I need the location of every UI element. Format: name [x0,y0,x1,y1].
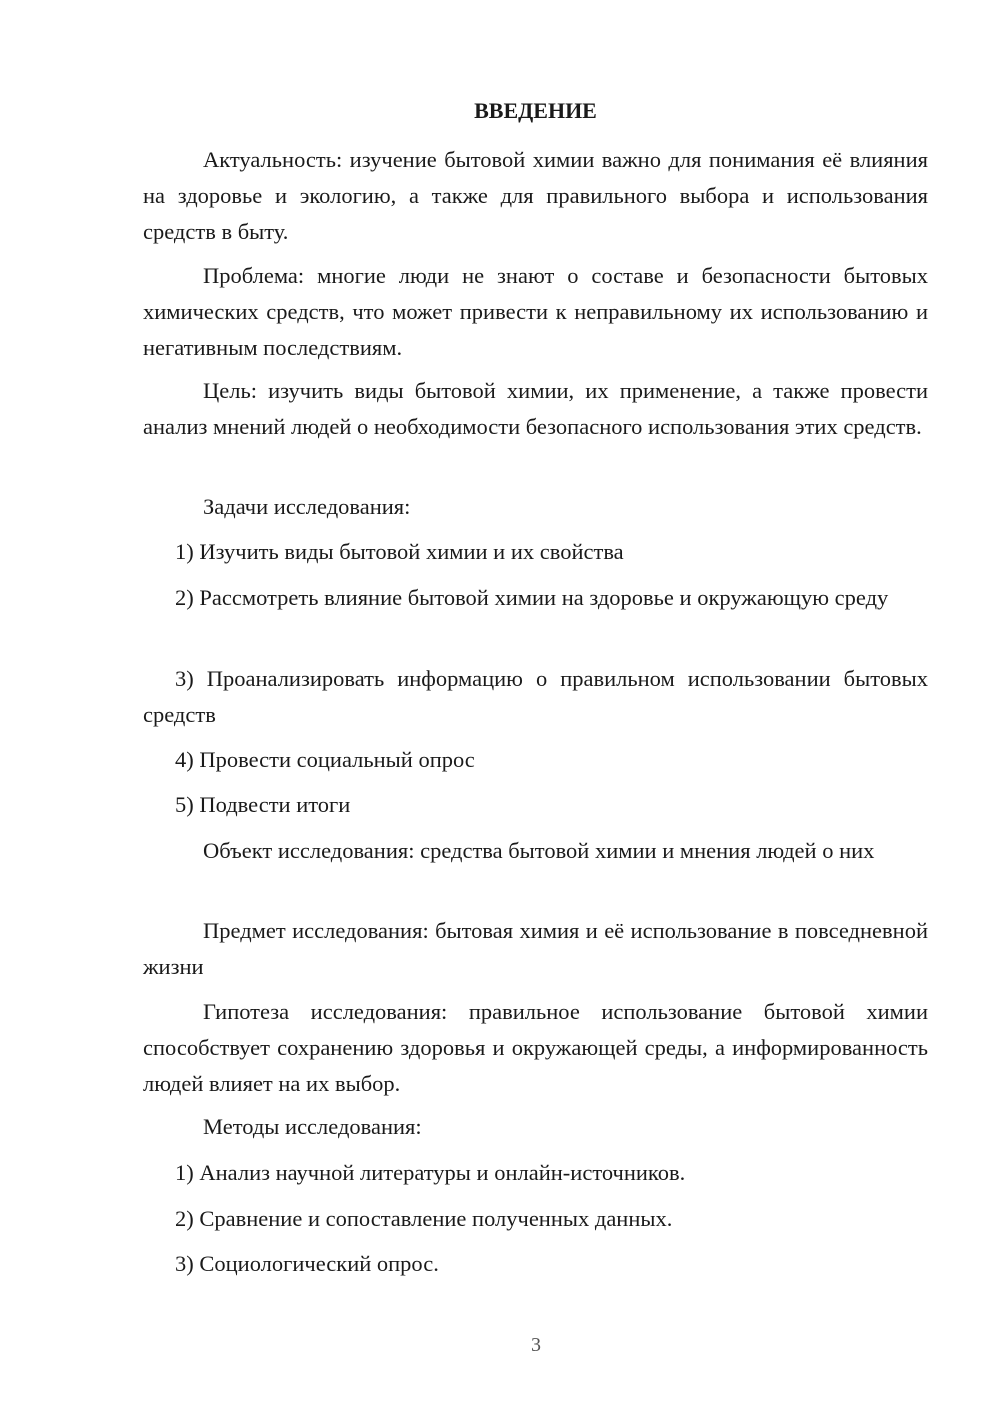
relevance-paragraph: Актуальность: изучение бытовой химии важно для понимания её влияния на здоровье и экологию, а также для правильного выбора и использования средств в быту. [143,147,928,244]
methods-heading: Методы исследования: [203,1114,422,1139]
tasks-heading: Задачи исследования: [203,494,411,519]
hypothesis-paragraph: Гипотеза исследования: правильное использование бытовой химии способствует сохранению здоровья и окружающей среды, а информированность людей влияет на их выбор. [143,999,928,1096]
method-item-3: 3) Социологический опрос. [175,1251,439,1276]
page-number: 3 [531,1334,541,1356]
section-title: ВВЕДЕНИЕ [474,98,597,123]
goal-paragraph: Цель: изучить виды бытовой химии, их применение, а также провести анализ мнений людей о необходимости безопасного использования этих средств. [143,378,928,439]
task-item-5: 5) Подвести итоги [175,792,351,817]
method-item-2: 2) Сравнение и сопоставление полученных данных. [175,1206,673,1231]
task-item-3: 3) Проанализировать информацию о правильном использовании бытовых средств [143,666,928,727]
task-item-1: 1) Изучить виды бытовой химии и их свойства [175,539,624,564]
object-paragraph: Объект исследования: средства бытовой химии и мнения людей о них [203,838,875,863]
problem-paragraph: Проблема: многие люди не знают о составе и безопасности бытовых химических средств, что может привести к неправильному их использованию и негативным последствиям. [143,263,928,360]
method-item-1: 1) Анализ научной литературы и онлайн-источников. [175,1160,686,1185]
task-item-4: 4) Провести социальный опрос [175,747,475,772]
task-item-2: 2) Рассмотреть влияние бытовой химии на здоровье и окружающую среду [175,585,889,610]
subject-paragraph: Предмет исследования: бытовая химия и её использование в повседневной жизни [143,918,928,979]
